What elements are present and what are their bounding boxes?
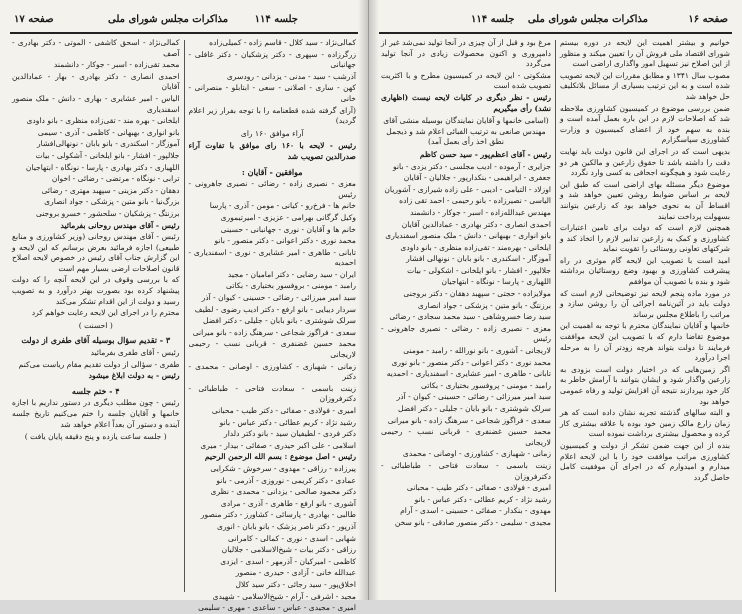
paragraph: بدیهی است که در اجرای این قانون دولت باید نهایت دقت را داشته باشد تا حقوق زارعین و مالکین هر دو رعایت شود و هیچگونه اجحافی به کسی وارد نگردد [560, 146, 730, 178]
paragraph: تابانی - طاهری - امیر عشایری - اسفندیاری - احمدیه [386, 369, 551, 379]
paragraph: اگر زمین‌هایی که در اختیار دولت است بزودی به زارعین واگذار شود و ایشان بتوانند با آرامش خاطر به کار خود بپردازند نتیجه آن افزایش تولید و رفاه عمومی خواهد بود [560, 364, 730, 406]
publication-title: مذاکرات مجلس شورای ملی [527, 14, 648, 25]
paragraph: سید رضا خسروشاهی - سید محمد سجادی - رضائی [389, 312, 551, 322]
text-column-right [185, 38, 361, 613]
paragraph: سرلک شوشتری - بانو بابان - جلیلی - دکتر افضل [398, 404, 551, 413]
text-column-left [377, 38, 555, 594]
paragraph: لاریجانی - آشوری - بانو نورالله - رامبد - مومنی [403, 346, 551, 356]
session-number: جلسه ۱۱۴ [471, 14, 515, 25]
centered-note: ( احسنت ) [78, 320, 113, 330]
paragraph: خانم ها - فرخ‌رو - کیانی - مومن - آذری - پارسا [209, 201, 356, 211]
publication-title: مذاکرات مجلس شورای ملی [108, 14, 229, 25]
paragraph: امیری - فولادی - صفائی - دکتر طیب - محبانی [406, 483, 551, 493]
paragraph: معزی - نصیری زاده - رضائی - نصیری جاهرونی - رئیس [381, 323, 551, 344]
paragraph: رئیس - نظر دیگری در کلیات لایحه نیست (اظهاری نشد) رأی میگیریم [381, 92, 551, 113]
paragraph: جزایری - آرموده - ادیب مجلسی - دکتر یزدی - بانو [393, 161, 551, 171]
paragraph: زرگرزاده - سپهری - دکتر پزشکیان - دکتر غافلی - جهانبانی [188, 49, 356, 70]
paragraph: رامبد - مومنی - پروفسور بختیاری - بکاتی [421, 380, 551, 390]
paragraph: سعدی - فراگوز شجاعی - سرهنگ زاده - بانو میرانی [387, 415, 551, 425]
paragraph: جعفری - ابراهیمی - بنکدارپور - جلالیان - آقایان [403, 173, 551, 183]
paragraph: اوزلاد - التیامی - ادیبی - علی زاده شیرازی - آشوریان [384, 184, 551, 194]
paragraph: کمالی‌نژاد - اسحق کاشفی - الموتی - دکتر بهادری - آصف [12, 38, 180, 58]
paragraph: تابانی - طاهری - امیر عشایری - نوری - اسفندیاری - احمدیه [188, 247, 356, 268]
paragraph: (آرای گرفته شده قطعنامه را با توجه بفرار زیر اعلام گردید) [188, 105, 356, 126]
text-column-left [8, 38, 184, 594]
left-page [0, 0, 369, 613]
paragraph: سید امیر میرزائی - رضائی - حسینی - کیوان - آذر [201, 293, 356, 303]
paragraph: ترابی - نونگاه - مرتضی - رضائی - اخوان [51, 174, 180, 184]
paragraph: رئیس - آقای مهندس روحانی (وزیر کشاورزی و منابع طبیعی) اجازه فرمائید بعرض برسانم که این لایحه و این گزارش جناب آقای رئیس در خصوص لایحه اصلاح قانون اصلاحات ارضی بسیار مهم است [12, 232, 180, 273]
paragraph: دکتر محمود صالحی - یزدانی - محمدی - نظری [210, 487, 356, 497]
paragraph: رئیس - اصل موضوع : بسم الله الرحمن الرحیم [204, 452, 356, 462]
paragraph: کاظمی - امیرکیان - آذرمهر - اسدی - ایزدی [220, 556, 356, 566]
paragraph: آذرشب - سید - مدنی - یزدانی - رودسری [226, 71, 356, 81]
paragraph: محمد نوری - دکتر اعوانی - دکتر منصور - بانو نوری [391, 357, 551, 367]
paragraph: آموزگار - اسکندری - بانو بابان - نونهالی افشار [406, 254, 551, 264]
paragraph: مولایزاده - حجتی - سپهبد دهقان - دکتر بروجنی [403, 289, 551, 299]
paragraph: امید است با تصویب این لایحه گام موثری در راه پیشرفت کشاورزی و بهبود وضع روستائیان برداشته شود و بنده با تصویب آن موافقم [560, 255, 730, 287]
paragraph: ضمن بررسی موضوع در کمیسیون کشاورزی ملاحظه شد که اصلاحات لازم در این باره بعمل آمده است و بنده به سهم خود از اعضای کمیسیون و وزارت کشاورزی سپاسگزارم [560, 103, 730, 145]
text-column-right [556, 38, 734, 594]
paragraph: سردار دیبایی - بانو ارفع - دکتر ادیب رضوی - لطیف [194, 304, 356, 314]
paragraph: رئیس - آقای مهندس روحانی بفرمائید [60, 220, 180, 230]
page-number: صفحه ۱۶ [688, 14, 728, 25]
paragraph: زینت باسمی - سعادت فتاحی - طباطبائی - دکترفروزان [188, 383, 356, 404]
paragraph: معزی - نصیری زاده - رضائی - نصیری جاهرونی - رئیس [188, 179, 356, 199]
paragraph: مهدوی - بنکدار - صفائی - حسینی - اسدی - آرام [400, 506, 551, 516]
paragraph: زمانی - شهبازی - کشاورزی - اوصانی - محمدی [402, 449, 551, 459]
paragraph: کهن - ساری - اصلانی - سعی - ابتابلو - منصرانی - خانی [188, 83, 356, 103]
paragraph: همچنین لازم است که دولت برای تامین اعتبارات کشاورزی و کمک به زارعین تدابیر لازم را اتخاذ کند و شرکتهای تعاونی روستائی را تقویت نماید [560, 223, 730, 254]
paragraph: اللهیاری - دکتر بهادری - پارسا - نونگاه - ابتهاجیان [25, 162, 180, 172]
paragraph: بنده از این جهت ضمن تشکر از دولت و کمیسیون کشاورزی مراتب موافقت خود را با این لایحه اعلام میدارم و امیدوارم که در اجرای آن موفقیت کامل حاصل گردد [560, 440, 730, 482]
paragraph: مشکوتی - این لایحه در کمیسیون مطرح و با اکثریت تصویب شده است [381, 70, 551, 91]
page-header [10, 12, 358, 34]
paragraph: مصوب سال ۱۳۴۱ و مطابق مقررات این لایحه تصویب شده است و به این ترتیب بسیاری از مسائل بلاتکلیف حل خواهد شد [560, 70, 730, 101]
paragraph: الیاسی - نصیرزاده - بانو رحیمی - احمد تقی زاده [399, 196, 551, 206]
paragraph: الیاس - امیر عشایری - بهاری - دانش - ملک منصور اسفندیاری [12, 93, 180, 114]
page-number: صفحه ۱۷ [14, 14, 54, 25]
centered-note: ( جلسه ساعت یازده و پنج دقیقه پایان یافت ) [24, 432, 167, 442]
section-heading: موافقین - آقایان : [241, 166, 303, 177]
paragraph: آموزگار - اسکندری - بانو بابان - نونهالی‌افشار [36, 139, 180, 149]
right-page [369, 0, 742, 600]
paragraph: رئیس - لایحه با ۱۶۰ رای موافق با تفاوت آراء صدرالدین تصویب شد [188, 141, 356, 161]
paragraph: جلالپور - افشار - بانو ایلخانی - آشکولی - بیات [35, 150, 180, 160]
paragraph: موضوع دیگر مسئله بهای اراضی است که طبق این لایحه بر اساس ضوابط روشن تعیین خواهد شد و اقساط آن به نحوی خواهد بود که زارعین بتوانند بسهولت پرداخت نمایند [560, 179, 730, 221]
paragraph: پیرزاده - رزاقی - مهدوی - سرخوش - شکرایی [210, 463, 356, 473]
paragraph: رئیس - چون مطلب دیگری در دستور نداریم با اجازه خانمها و آقایان جلسه را ختم می‌کنیم تاریخ جلسه آینده و دستور آن بعداً اعلام خواهد شد [12, 398, 180, 429]
text-columns [377, 38, 734, 594]
paragraph: ایلخانی - بهره مند - تقی‌زاده منظری - بانو داودی [26, 116, 180, 126]
paragraph: رئیس - به دولت ابلاغ میشود [88, 371, 180, 381]
paragraph: محمد حسین غضنفری - قربانی نسب - رحیمی لاریجانی [188, 339, 356, 360]
paragraph: جلالپور - افشار - بانو ایلخانی - اشکولی - بیات [407, 265, 551, 275]
paragraph: و البته سالهای گذشته تجربه نشان داده است که هر زمان زارع مالک زمین خود بوده با علاقه بیشتری کار کرده و محصول بیشتری برداشت نموده است [560, 408, 730, 439]
paragraph: سعدی - فراگوز شجاعی - سرهنگ زاده - بانو میرانی [192, 327, 356, 337]
paragraph: محمد حسین غضنفری - قربانی نسب - رحیمی لاریجانی [381, 427, 551, 447]
paragraph: محمد نوری - دکتر اعوانی - دکتر منصور - بانو [214, 236, 356, 246]
paragraph: مرغ بود و قبل از آن چیزی در آنجا تولید نمی‌شد غیر از دامپروری و اکنون محصولات زیادی در آنجا تولید می‌گردد [381, 38, 551, 69]
paragraph: زینت باسمی - سعادت فتاحی - طباطبائی - دکترفروزان [381, 460, 551, 481]
paragraph: زمانی - شهبازی - کشاورزی - اوصانی - محمدی - دکتر [188, 361, 356, 382]
paragraph: دکتر فردی - لطیفیان سید - بانو دکتر دلدار [224, 429, 356, 439]
paragraph: اسلامی - علی اکبر حیدری - صفائی - بیدار - میری [200, 440, 356, 450]
paragraph: اخلاق‌پور - سید رجائی - دکتر سید کلال [235, 579, 356, 589]
paragraph: برزنتگ - بانو متین - پزشکی - جواد انصاری [417, 300, 551, 310]
centered-note: آراء موافق ۱۶۰ رای [240, 128, 304, 138]
section-heading: ۴ - ختم جلسه [71, 385, 120, 396]
paragraph: اللهیاری - پارسا - نونگاه - ابتهاجیان [441, 277, 551, 287]
paragraph: عبدالله خانی - آزادی - حیدری - منصور [235, 568, 356, 578]
paragraph: ایران - سید رضایی - دکتر امامیان - مجید [227, 269, 356, 279]
paragraph: رئیس - آقای طفری بفرمائید [90, 348, 180, 358]
paragraph: امیری - مجیدی - عباس - ساعدی - مهری - سلیمی [198, 603, 356, 613]
paragraph: امیری - فولادی - صفائی - دکتر طیب - محبانی [211, 406, 356, 415]
paragraph: ایلخانی - بهره‌مند - تقی‌زاده منظری - بانو داودی [400, 242, 551, 252]
paragraph: سرلک شوشتری - بانو بابان - جلیلی - دکتر افضل [203, 316, 356, 326]
paragraph: مجید - اشرفی - آرام - شیخ‌الاسلامی - شهیدی [212, 591, 356, 601]
paragraph: احمدی انصاری - دکتر بهادری - بهار - عمادالدین آقایان [12, 71, 180, 92]
text-columns [8, 38, 360, 613]
paragraph: بانو انواری - بهبهانی - کاظمی - آذری - سیمی [37, 127, 180, 137]
paragraph: در مورد ماده پنجم لایحه نیز توضیحاتی لازم است که دولت باید در آئین‌نامه اجرائی آن را روشن سازد و مراتب را باطلاع مجلس برساند [560, 288, 730, 319]
page-header [379, 12, 732, 34]
paragraph: مهندس عبدالله‌زاده - اسبر - جوکار - دانشمند [410, 207, 551, 217]
paragraph: وکیل گرگانی بهرامی - عزیزی - امیرتیموری [220, 212, 356, 222]
paragraph: خانم ها و آقایان - نوری - جهانبانی - حسینی [220, 224, 356, 234]
paragraph: برزنتگ - پزشکیان - سلحشور - خسرو بروجنی [35, 208, 180, 218]
paragraph: خانمها و آقایان نمایندگان محترم با توجه به اهمیت این موضوع تقاضا دارم که با تصویب این لایحه موافقت فرمایند تا دولت بتواند هرچه زودتر آن را به مرحله اجرا درآورد [560, 321, 730, 363]
centered-note: (اسامی خانمها و آقایان نمایندگان بوسیله منشی آقای مهندس صانعی به ترتیب الفبائی اعلام شد و ذیجمل نطق اخذ رأی بعمل آمد) [383, 116, 549, 147]
paragraph: طفری - سؤالی از دولت تقدیم مقام ریاست می‌کنم [18, 359, 180, 369]
paragraph: رزاقی - دکتر بیات - شیخ‌الاسلامی - جلالیان [221, 545, 356, 555]
paragraph: رئیس - آقای اعظم‌پور - سید حسن کاظم [419, 149, 551, 159]
session-number: جلسه ۱۱۴ [254, 14, 298, 25]
section-heading: ۳ - تقدیم سؤال بوسیله آقای طفری از دولت [21, 335, 171, 346]
paragraph: رامبد - مومنی - بروفسور بختیاری - بکاتی [226, 281, 356, 291]
paragraph: احمدی انصاری - دکتر بهادری - عمادالدین آقایان [401, 219, 551, 229]
paragraph: مجیدی - سلیمی - دکتر منصور صادقی - بانو سخن [394, 517, 551, 527]
paragraph: آشوری - بانو ارفع - طاهری - آذری - مرادی [220, 498, 356, 508]
paragraph: محترم را در اجرای این لایحه رعایت خواهم کرد [31, 308, 180, 318]
paragraph: شهابی - اسدی - نوری - کمالی - کامرانی [228, 533, 356, 543]
paragraph: بزرگ‌نیا - بانو متین - پزشکی - جواد انصاری [44, 197, 180, 207]
paragraph: دهقان - دکتر مزینی - سپهبد مهتری - رضائی [41, 185, 180, 195]
paragraph: آذرپور - دکتر ناصر پزشک - بانو بابان - انوری [217, 521, 356, 531]
paragraph: طالبی - بهادری - پارسائی - کشاورز - دکتر منصور [200, 510, 356, 520]
paragraph: رشید نژاد - کریم عطائی - دکتر عباس - بانو [219, 417, 356, 427]
paragraph: که با بررسی وقوف در این لایحه آنچه را که دولت پیشنهاد کرده بود بصورت بهتر درآورد و به تصویب رسید و دولت از این اقدام تشکر می‌کند [12, 275, 180, 306]
paragraph: بانو انواری - بهبهانی - دانش - ملک منصور اسفندیاری [385, 231, 551, 241]
paragraph: کمالی‌نژاد - سید کلال - قاسم زاده - کمیلی‌زاده [209, 38, 356, 47]
paragraph: عمادی - دکتر کریمی - نوروزی - آذرمی - بانو [216, 475, 356, 485]
paragraph: سید امیر میرزائی - رضائی - حسینی - کیوان - آذر [396, 392, 551, 402]
paragraph: خوانیم و بیشتر اهمیت این لایحه در دوره بیستم شورای اقتصاد ملی فروش آن را تعیین میکند و منظور از این اصلاح نیز تسهیل امور واگذاری اراضی است [560, 38, 730, 69]
paragraph: رشید نژاد - کریم عطائی - دکتر عباس - بانو [414, 494, 551, 504]
paragraph: محمد تقی‌زاده - اسبر - جوکار - دانشمند [53, 60, 180, 70]
